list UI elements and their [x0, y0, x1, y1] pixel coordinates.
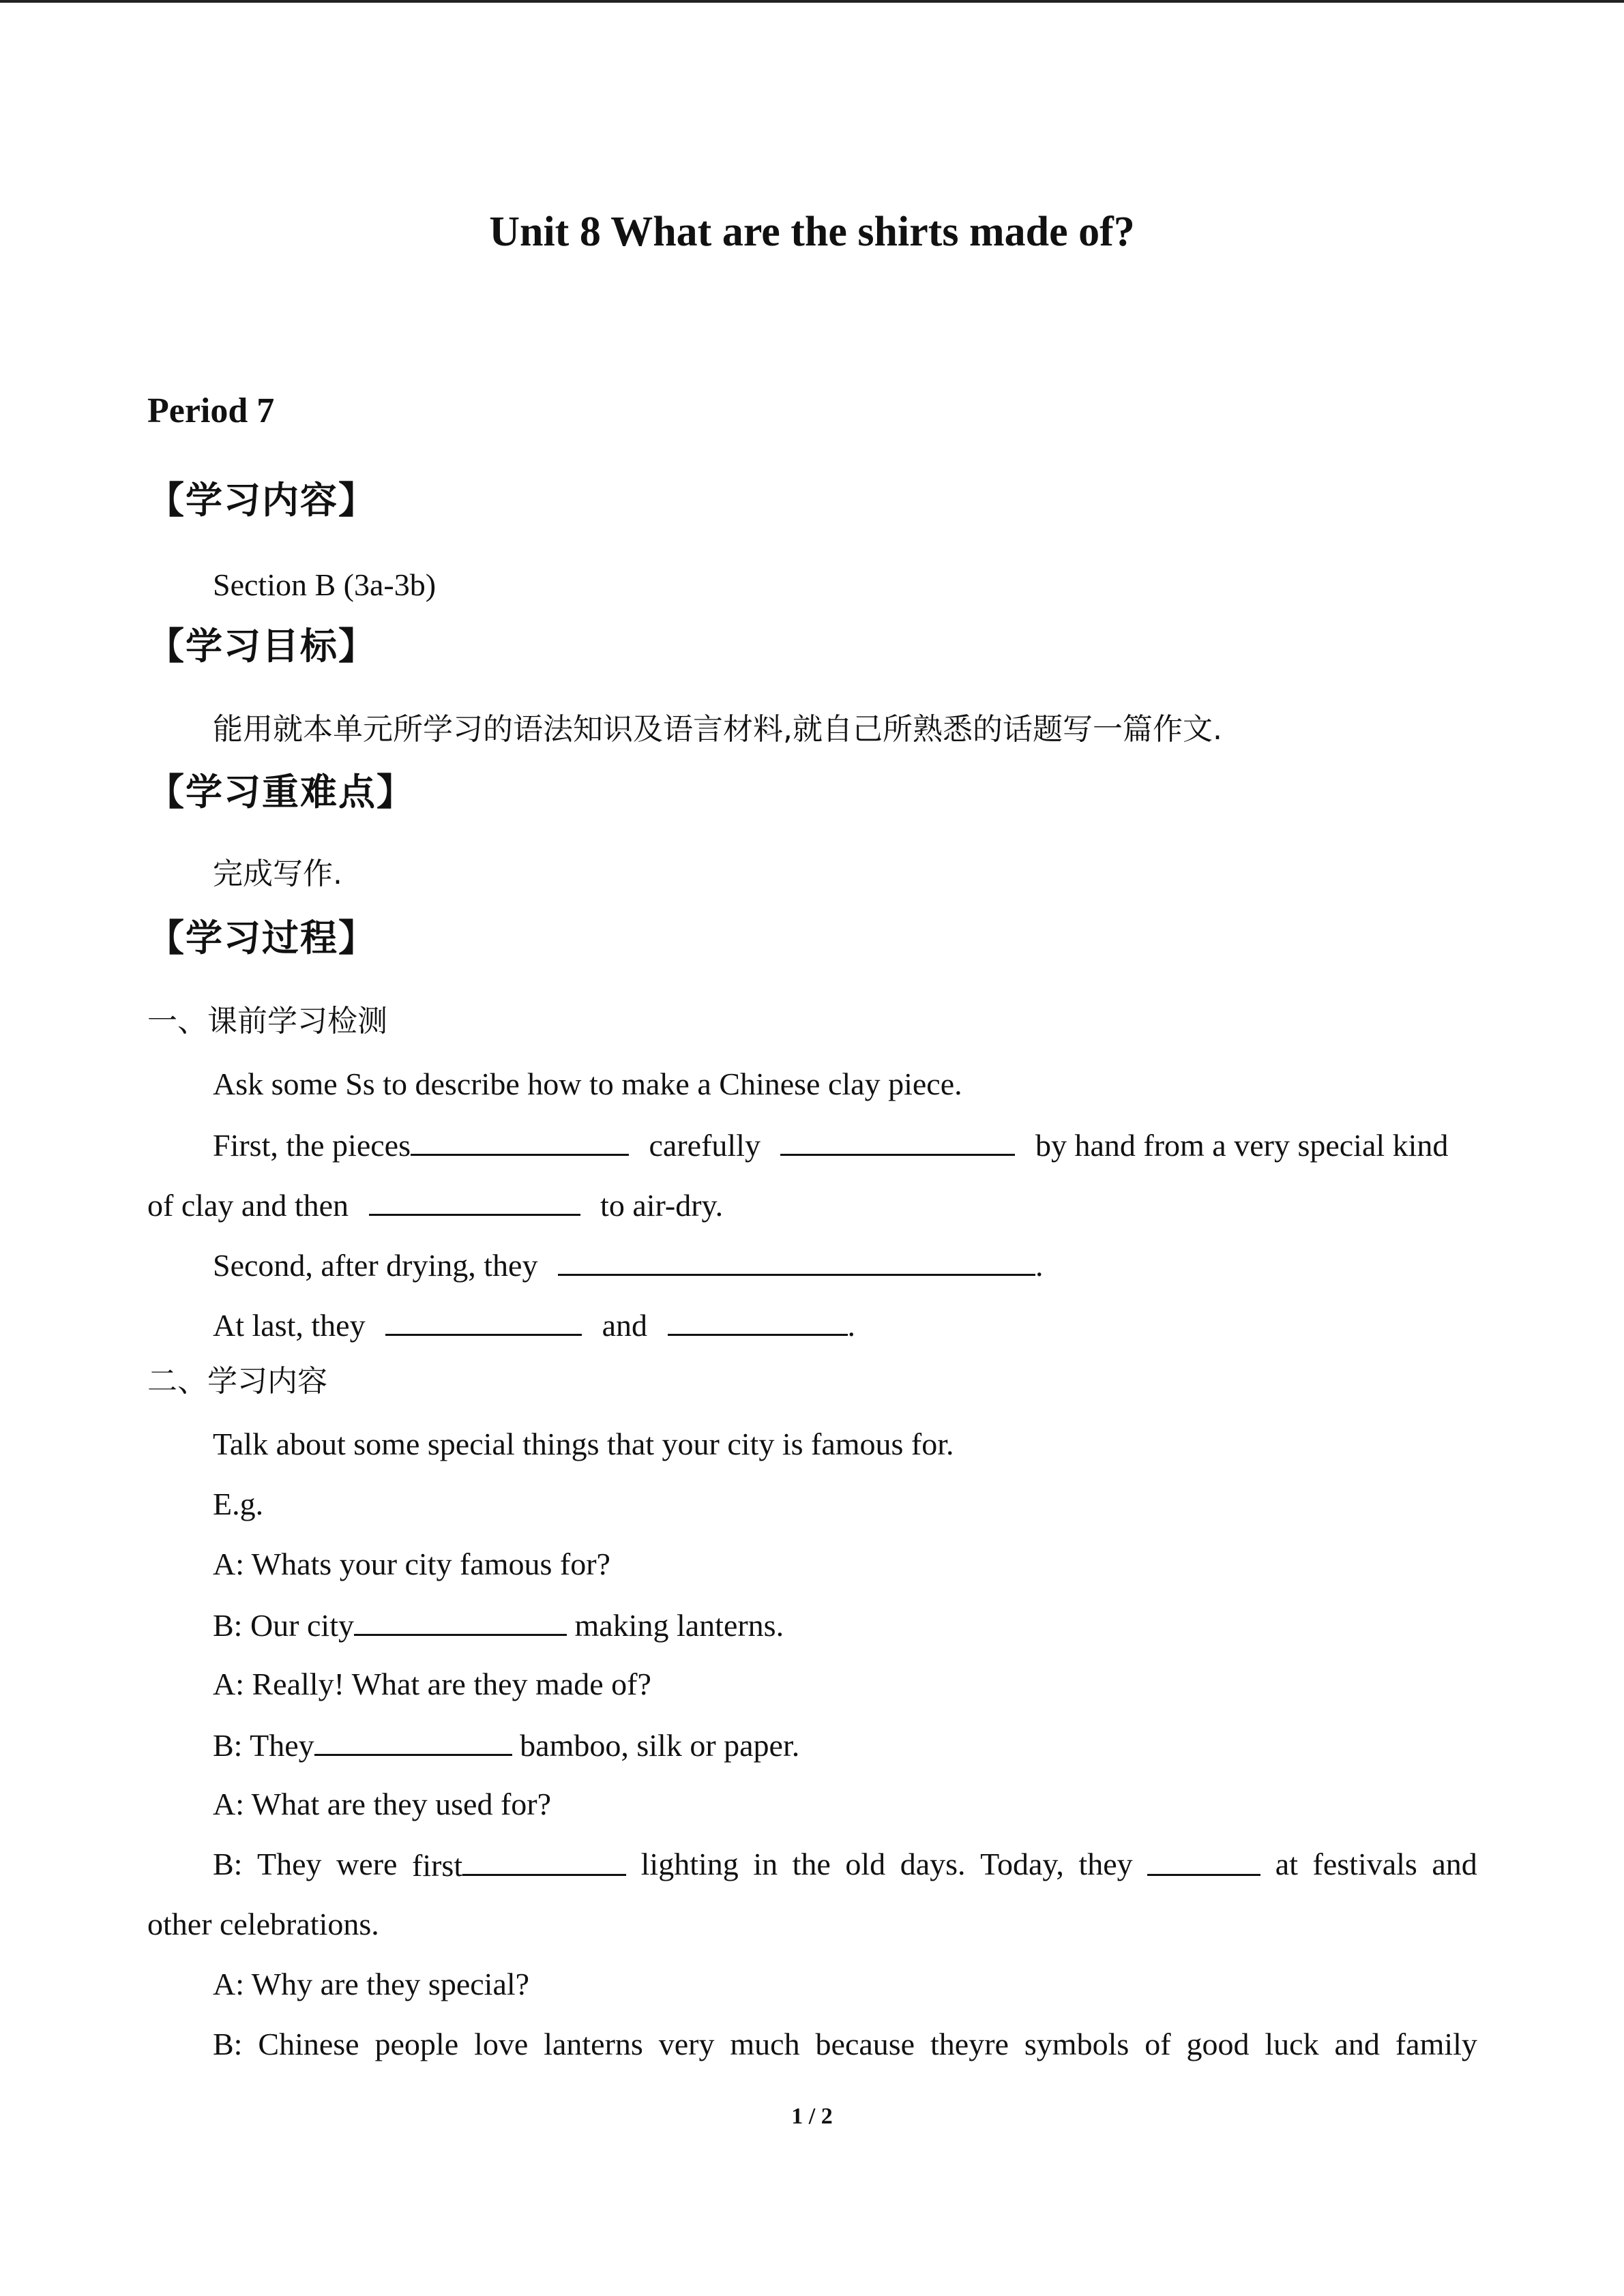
word: they — [1078, 1847, 1133, 1881]
word: B: — [213, 2027, 243, 2061]
dialogue-4-text-a: B: They — [213, 1728, 314, 1763]
word: lanterns — [544, 2027, 643, 2061]
fill-blank-5[interactable] — [385, 1304, 582, 1336]
dialogue-line-6-end: other celebrations. — [147, 1907, 379, 1941]
page-number: 1 / 2 — [791, 2104, 833, 2129]
heading-learning-goal: 【学习目标】 — [147, 625, 377, 668]
part1-line1 — [213, 1124, 1477, 1166]
dialogue-line-4 — [213, 1724, 799, 1766]
dialogue-1-text-a: A: What — [213, 1547, 320, 1581]
part1-line4-text-a: At last, they — [213, 1308, 366, 1343]
word: symbols — [1024, 2027, 1130, 2061]
part1-line1-text-b: carefully — [649, 1128, 761, 1163]
dialogue-line-6 — [213, 1844, 1477, 1886]
word: family — [1395, 2027, 1477, 2061]
word: Chinese — [258, 2027, 359, 2061]
fill-blank-2[interactable] — [780, 1124, 1015, 1156]
part1-line1-text-a: First, the pieces — [213, 1128, 411, 1163]
dialogue-line-8 — [213, 2024, 1477, 2068]
part1-line4-text-b: and — [602, 1308, 647, 1343]
fill-blank-9[interactable] — [462, 1844, 626, 1876]
word: old — [845, 1847, 886, 1881]
word: re — [984, 2027, 1009, 2061]
part1-line3-text-b: . — [1035, 1248, 1044, 1283]
heading-key-points: 【学习重难点】 — [147, 771, 415, 814]
learning-goal-text: 能用就本单元所学习的语法知识及语言材料,就自己所熟悉的话题写一篇作文. — [213, 712, 1222, 747]
fill-blank-6[interactable] — [668, 1304, 848, 1336]
dialogue-line-7: A: Why are they special? — [213, 1967, 530, 2001]
fill-blank-1[interactable] — [411, 1124, 629, 1156]
word: B: — [213, 1847, 243, 1881]
word: days. — [900, 1847, 966, 1881]
dialogue-2-text-b: making lanterns. — [574, 1608, 784, 1643]
word: very — [658, 2027, 715, 2061]
key-points-text: 完成写作. — [213, 856, 342, 891]
part1-line2 — [147, 1184, 723, 1226]
word: much — [730, 2027, 800, 2061]
word-with-glyph — [930, 2024, 1009, 2068]
word-with-blank — [412, 1844, 626, 1886]
word: at — [1275, 1847, 1298, 1881]
fill-blank-3[interactable] — [369, 1184, 580, 1216]
fill-blank-10[interactable] — [1147, 1844, 1260, 1876]
part1-line2-text-a: of clay and then — [147, 1188, 349, 1223]
word: good — [1186, 2027, 1250, 2061]
word: people — [374, 2027, 459, 2061]
word: Today, — [980, 1847, 1064, 1881]
word: of — [1145, 2027, 1171, 2061]
dialogue-2-text-a: B: Our city — [213, 1608, 354, 1643]
word: and — [1334, 2027, 1380, 2061]
word: lighting — [640, 1847, 739, 1881]
fill-blank-7[interactable] — [354, 1604, 567, 1636]
period-label: Period 7 — [147, 391, 275, 430]
fill-blank-8[interactable] — [314, 1724, 512, 1756]
dialogue-line-2 — [213, 1604, 784, 1646]
part1-line4-text-c: . — [847, 1308, 855, 1343]
part2-eg: E.g. — [213, 1487, 264, 1521]
word: they — [930, 2027, 985, 2061]
part1-line2-text-b: to air-dry. — [600, 1188, 724, 1223]
word: love — [474, 2027, 529, 2061]
part1-heading: 一、课前学习检测 — [147, 1004, 387, 1039]
part1-line4 — [213, 1304, 855, 1346]
fill-blank-4[interactable] — [558, 1244, 1035, 1276]
word: were — [336, 1847, 398, 1881]
document-title: Unit 8 What are the shirts made of? — [489, 209, 1135, 255]
word: first — [412, 1848, 463, 1883]
part1-line3-text-a: Second, after drying, they — [213, 1248, 538, 1283]
word: They — [257, 1847, 322, 1881]
word: luck — [1265, 2027, 1319, 2061]
part2-heading: 二、学习内容 — [147, 1364, 327, 1399]
dialogue-line-3: A: Really! What are they made of? — [213, 1667, 651, 1701]
part1-line3 — [213, 1244, 1043, 1286]
word: because — [815, 2027, 915, 2061]
word: festivals — [1312, 1847, 1417, 1881]
heading-learning-content: 【学习内容】 — [147, 479, 377, 522]
dialogue-line-5: A: What are they used for? — [213, 1787, 552, 1821]
part1-intro: Ask some Ss to describe how to make a Chinese clay piece. — [213, 1067, 962, 1101]
word: in — [753, 1847, 778, 1881]
dialogue-line-1 — [213, 1544, 610, 1587]
dialogue-4-text-b: bamboo, silk or paper. — [520, 1728, 800, 1763]
heading-learning-process: 【学习过程】 — [147, 916, 377, 959]
part1-line1-text-c: by hand from a very special kind — [1035, 1128, 1449, 1163]
dialogue-1-text-b: s your city famous for? — [319, 1547, 610, 1581]
word: and — [1432, 1847, 1477, 1881]
part2-intro: Talk about some special things that your city is famous for. — [213, 1427, 954, 1461]
word: the — [792, 1847, 831, 1881]
learning-content-text: Section B (3a-3b) — [213, 567, 437, 602]
